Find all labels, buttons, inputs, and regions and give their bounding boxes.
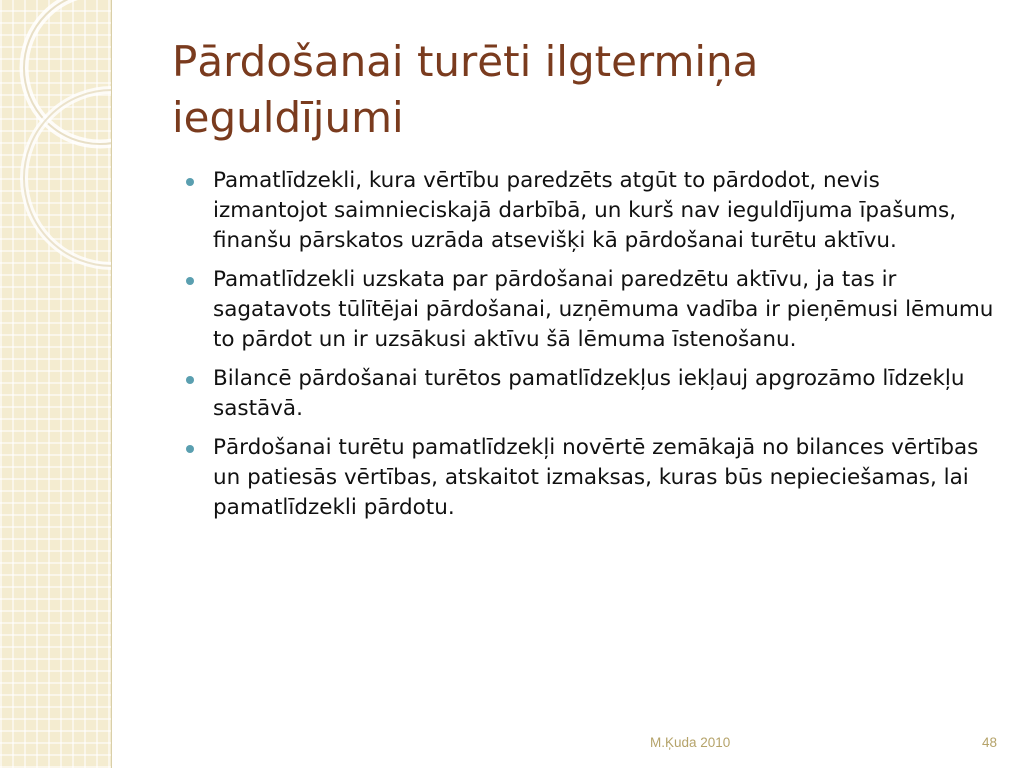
slide-title (172, 34, 992, 146)
bullet-text: Bilancē pārdošanai turētos pamatlīdzekļus iekļauj apgrozāmo līdzekļu sastāvā. (213, 366, 965, 421)
bullet-dot-icon (186, 376, 194, 384)
decorative-circles (0, 0, 112, 768)
bullet-list (186, 166, 998, 532)
decorative-side-panel (0, 0, 112, 768)
bullet-dot-icon (186, 445, 194, 453)
bullet-dot-icon (186, 178, 194, 186)
page-number: 48 (982, 735, 998, 750)
footer-author: M.Ķuda 2010 (650, 735, 731, 750)
bullet-item (186, 364, 998, 424)
bullet-item (186, 265, 998, 355)
slide-title-line: ieguldījumi (172, 93, 404, 142)
slide-title-line: Pārdošanai turēti ilgtermiņa (172, 37, 759, 86)
bullet-item (186, 166, 998, 256)
bullet-dot-icon (186, 277, 194, 285)
bullet-item (186, 433, 998, 523)
bullet-text: Pamatlīdzekli, kura vērtību paredzēts atgūt to pārdodot, nevis izmantojot saimnieciskajā darbībā, un kurš nav ieguldījuma īpašums, finanšu pārskatos uzrāda atsevišķi kā pārdošanai turētu aktīvu. (213, 168, 957, 253)
bullet-text: Pārdošanai turētu pamatlīdzekļi novērtē zemākajā no bilances vērtības un patiesās vērtības, atskaitot izmaksas, kuras būs nepieciešamas, lai pamatlīdzekli pārdotu. (213, 435, 979, 520)
bullet-text: Pamatlīdzekli uzskata par pārdošanai paredzētu aktīvu, ja tas ir sagatavots tūlītējai pārdošanai, uzņēmuma vadība ir pieņēmusi lēmumu to pārdot un ir uzsākusi aktīvu šā lēmuma īstenošanu. (213, 267, 994, 352)
